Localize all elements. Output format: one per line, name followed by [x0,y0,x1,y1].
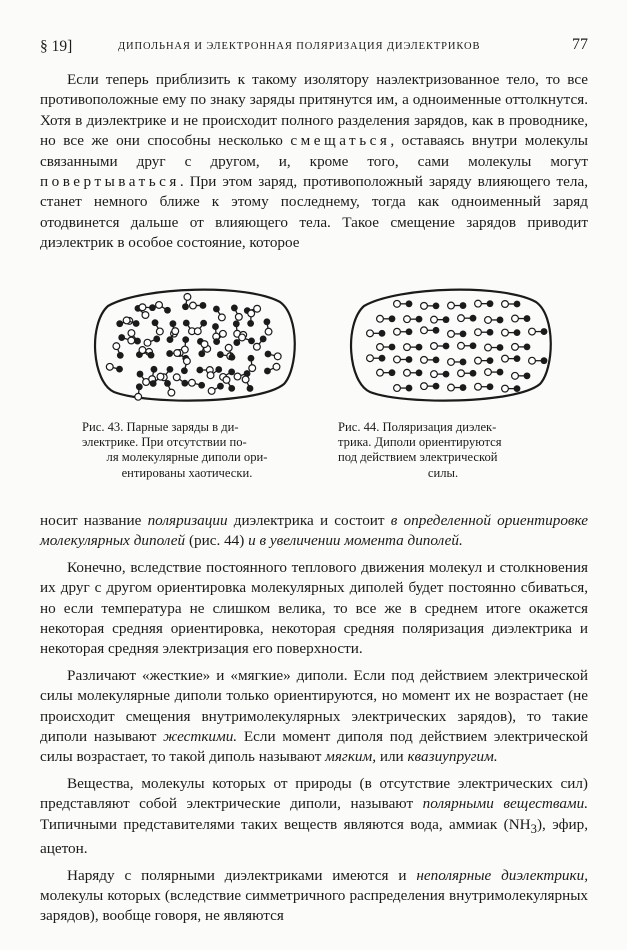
text-run: молекулы которых (вследствие симметричного распределения внутримолекулярных зарядов), вообще говоря, не являются [40,886,588,925]
chapter-title: ДИПОЛЬНАЯ И ЭЛЕКТРОННАЯ ПОЛЯРИЗАЦИЯ ДИЭЛЕКТРИКОВ [118,41,481,52]
dipole-molecule [394,356,413,363]
caption-line: Рис. 43. Парные заряды в ди- [82,420,239,434]
dipole-molecule [512,372,531,379]
dipole-molecule [421,327,440,334]
dipole-molecule [367,355,386,362]
dipole-molecule [156,302,171,314]
dipole-molecule [164,380,175,396]
dipole-molecule [106,363,123,372]
dipole-molecule [404,344,423,351]
dipole-molecule [458,315,477,322]
figure-44-caption [338,420,548,481]
dipole-molecule [247,310,254,327]
figures-row [88,284,558,404]
text-run: Если момент диполя под действием электрической силы возрастает, то такой диполь называют [40,728,588,766]
figure-44-oriented-dipoles [344,284,554,404]
dipole-molecule [377,315,396,322]
dipole-molecule [208,383,224,395]
dipole-molecule [431,343,450,350]
dipole-molecule [190,302,207,309]
text-run: или [376,748,408,766]
paragraph-thermal: Конечно, вследствие постоянного теплового движения молекул и столкновения их друг с другом ориентировка молекулярных диполей будет постоянно сбиваться, но если температура не слишком велика, то все же в среднем итоге окажется некоторая средняя ориентировка, некоторая средняя поляризация диэлектрика и некоторая средняя электризация его поверхности. [40,558,588,658]
dipole-molecule [113,343,124,359]
text-run: Наряду с полярными диэлектриками имеются и [67,866,417,884]
term: жесткими. [163,728,238,746]
figure-43-chaotic-dipoles [88,284,298,404]
italic-phrase: в определенной ориентировке молекулярных диполей [40,512,588,550]
caption-line: силы. [427,465,459,480]
dipole-molecule [394,385,413,392]
dipole-molecule [394,300,413,307]
caption-line: трика. Диполи ориентируются [338,435,502,450]
dipole-molecule [448,302,467,309]
term: мягким, [325,748,377,766]
term: неполярные диэлектрики, [416,866,588,884]
dipole-molecule [152,319,164,335]
dipole-molecule [139,304,156,311]
dipole-molecule [448,330,467,337]
text-run: Если теперь приблизить к такому изолятору наэлектризованное тело, то все противоположные ему по знаку заряды притянутся им, а одноименные оттолкнутся. Хотя в диэлектрике и не происходит полного разделения зарядов, как в проводнике, но все же они способны несколько [40,71,588,150]
text-run: ), эфир, ацетон. [40,815,588,858]
dipole-molecule [512,343,531,350]
spaced-word: смещаться [290,132,391,150]
dipole-molecule [377,369,396,376]
caption-line: ентированы хаотически. [121,465,253,480]
dipole-molecule [231,305,242,321]
dipole-molecule [264,363,280,374]
paragraph-polar-substances [40,774,588,860]
dipole-molecule [182,293,191,310]
paragraph-intro [40,70,588,254]
dipole-molecule [475,357,494,364]
dipole-molecule [394,328,413,335]
dipole-molecule [448,384,467,391]
italic-phrase: и в увеличении момента диполей. [248,532,463,550]
dipole-molecule [485,369,504,376]
dipole-molecule [475,383,494,390]
caption-line: ля молекулярные диполи ори- [106,450,268,465]
term: полярными веществами. [422,795,588,813]
dipole-molecule [404,316,423,323]
section-number: § 19] [40,38,73,55]
figure-43-caption [82,420,292,481]
dipole-molecule [529,357,548,364]
dipole-molecule [502,385,521,392]
dipole-molecule [265,351,282,360]
paragraph-dipole-types [40,666,588,768]
text-run: . При этом заряд, противоположный заряду влияющего тела, станет немного ближе к этому последнему, тогда как одноименный заряд отодвинется дальше от влияющего тела. Такое смещение зарядов приводит диэлектрик в особое состояние, которое [40,173,588,252]
main-text [40,511,588,927]
dipole-molecule [458,342,477,349]
text-run: , оставаясь внутри молекулы связанными друг с другом, и, кроме того, сами молекулы могут [40,132,588,170]
dipole-molecule [475,300,494,307]
dipole-molecule [458,370,477,377]
dipole-molecule [485,344,504,351]
dipole-molecule [421,302,440,309]
dipole-molecule [367,330,386,337]
dipole-molecule [223,376,235,391]
caption-line: Рис. 44. Поляризация диэлек- [338,420,497,434]
dipole-molecule [431,371,450,378]
dipole-molecule [189,379,205,388]
dipole-molecule [502,301,521,308]
dipole-molecule [475,329,494,336]
paragraph-nonpolar [40,866,588,927]
dipole-molecule [431,316,450,323]
dipole-molecule [512,315,531,322]
dipole-molecule [421,383,440,390]
text-run: Вещества, молекулы которых от природы (в отсутствие электрических сил) представляют собой электрические диполи, называют [40,774,588,813]
text-run: Типичными представителями таких веществ являются вода, аммиак (NH [40,815,531,833]
dipole-molecule [137,371,150,386]
dipole-molecule [264,318,272,335]
dipole-molecule [404,369,423,376]
page-number: 77 [572,36,588,53]
subscript: 3 [530,821,537,836]
dipole-molecule [502,355,521,362]
term: поляризации [147,512,228,529]
dipole-molecule [242,376,253,392]
dipole-molecule [253,336,266,351]
dipole-molecule [194,320,207,335]
dipole-molecule [485,317,504,324]
term: квазиупругим. [407,748,498,766]
dipole-molecule [181,358,190,374]
text-run: (рис. 44) [185,532,249,550]
caption-line: под действием электрической [338,450,498,465]
text-run: Различают «жесткие» и «мягкие» диполи. Если под действием электрической силы молекулярные диполи только ориентируются, но момент их не возрастает (не происходит смещения внутримолекулярных электрических зарядов), то такие диполи называют [40,666,588,746]
dipole-molecule [225,344,235,360]
text-run: носит название [40,512,148,529]
dipole-molecule [248,355,256,372]
dipole-molecule [502,329,521,336]
running-header [40,36,588,60]
dipole-molecule [529,328,548,335]
paragraph-polarization [40,511,588,552]
dipole-molecule [173,374,188,387]
spaced-word: повертываться [40,173,180,191]
dipole-molecule [183,320,195,335]
dipole-molecule [135,383,143,400]
dipole-molecule [144,336,160,347]
text-run: диэлектрика и состоит [227,512,391,529]
dipole-molecule [377,344,396,351]
dipole-molecule [212,323,220,340]
dipole-molecule [421,356,440,363]
caption-line: электрике. При отсутствии по- [82,435,247,450]
dipole-molecule [448,359,467,366]
dipole-molecule [213,306,225,321]
